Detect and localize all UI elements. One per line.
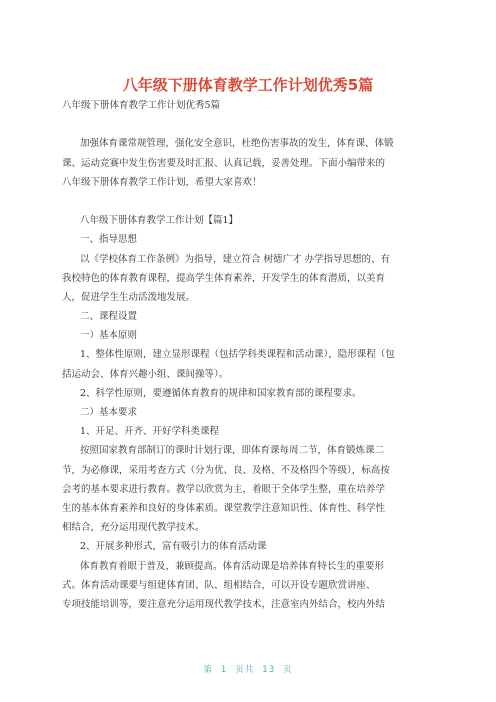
body-line: 体育教育着眼于普及，兼顾提高。体育活动课是培养体育特长生的重要形 <box>80 560 385 572</box>
body-line: 八年级下册体育教学工作计划，希望大家喜欢！ <box>62 176 262 188</box>
document-body <box>62 96 442 614</box>
body-line: 八年级下册体育教学工作计划优秀5篇 <box>62 100 221 111</box>
body-line: 生的基本体育素养和良好的身体素质。课堂教学注意知识性、体育性、科学性 <box>62 502 386 514</box>
blank-line <box>62 192 442 211</box>
document-title: 八年级下册体育教学工作计划优秀5篇 <box>122 76 374 94</box>
body-line: 我校特色的体育教育课程，提高学生体育素养，开发学生的体育潜质，以美育 <box>62 272 386 284</box>
body-line: 2、科学性原则，要遵循体育教育的规律和国家教育部的课程要求。 <box>80 387 362 399</box>
footer-page-label: 第 <box>203 665 213 675</box>
body-line: 会考的基本要求进行教育。教学以欣赏为主，着眼于全体学生整，重在培养学 <box>62 483 386 495</box>
footer-page-sep: 页共 <box>235 665 255 675</box>
body-line: 括运动会、体育兴趣小组、课间操等）。 <box>62 368 229 380</box>
body-line: 课、运动竞赛中发生伤害要及时汇报、认真记载，妥善处理。下面小编带来的 <box>62 157 386 169</box>
body-line: 人，促进学生生动活泼地发展。 <box>62 291 196 303</box>
body-line: 一）基本原则 <box>80 330 138 342</box>
page-footer <box>0 664 496 676</box>
body-line: 1、整体性原则，建立显形课程（包括学科类课程和活动课），隐形课程（包 <box>80 349 395 361</box>
body-line: 按照国家教育部制订的课时计划行课，即体育课每周二节，体育锻炼课二 <box>80 445 385 457</box>
body-line: 一、指导思想 <box>80 234 138 246</box>
body-line: 专项技能培训等，要注意充分运用现代教学技术，注意室内外结合，校内外结 <box>62 598 386 610</box>
body-line: 式。体育活动课要与组建体育团、队、组相结合，可以开设专题欣赏讲座、 <box>62 579 376 591</box>
body-line: 2、开展多种形式，富有吸引力的体育活动课 <box>80 541 267 553</box>
footer-page-suffix: 页 <box>283 665 293 675</box>
body-line: 1、开足、开齐、开好学科类课程 <box>80 426 220 438</box>
footer-page-number: 1 <box>220 665 228 675</box>
body-line: 以《学校体育工作条例》为指导，建立符合 树德广才 办学指导思想的、有 <box>80 253 391 265</box>
footer-total-pages: 13 <box>262 665 276 675</box>
body-line: 相结合，充分运用现代教学技术。 <box>62 522 205 534</box>
body-line: 二）基本要求 <box>80 407 138 418</box>
body-line: 加强体育课常规管理，强化安全意识，杜绝伤害事故的发生，体育课、体锻 <box>80 138 394 150</box>
body-line: 节，为必修课，采用考查方式（分为优、良、及格、不及格四个等级），标高按 <box>62 464 390 476</box>
blank-line <box>62 115 442 134</box>
body-line: 八年级下册体育教学工作计划【篇1】 <box>80 215 239 227</box>
body-line: 二、课程设置 <box>80 311 138 323</box>
